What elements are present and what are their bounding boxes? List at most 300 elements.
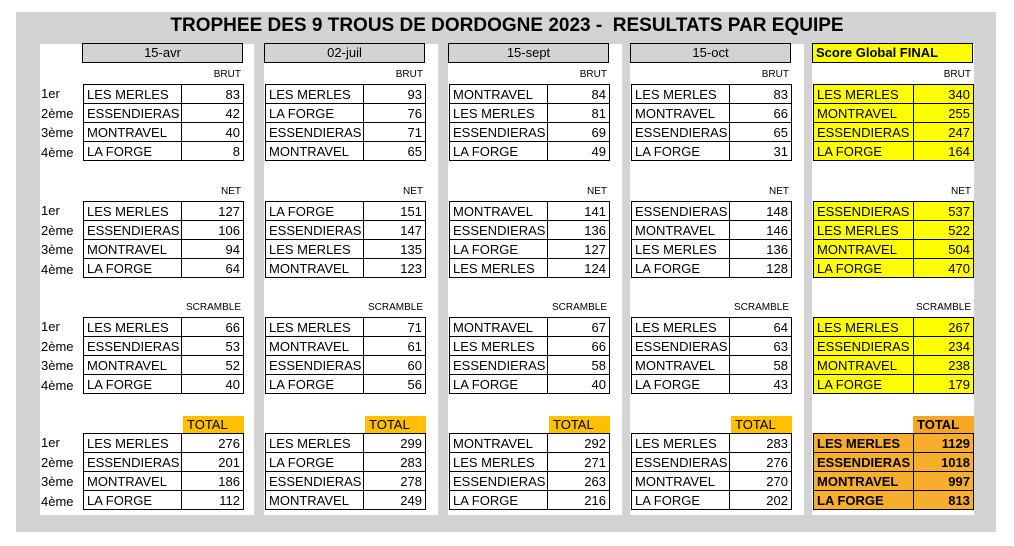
team-name: LES MERLES — [450, 337, 548, 356]
team-name: LES MERLES — [266, 240, 364, 259]
team-name: ESSENDIERAS — [450, 356, 548, 375]
team-score: 299 — [364, 434, 426, 453]
table-row — [84, 318, 244, 337]
net-label: NET — [587, 186, 607, 197]
team-score: 93 — [364, 85, 426, 104]
table-row — [84, 142, 244, 161]
table-row — [266, 337, 426, 356]
team-score: 522 — [914, 221, 974, 240]
team-name: ESSENDIERAS — [814, 337, 914, 356]
table-row — [84, 259, 244, 278]
team-score: 66 — [730, 104, 792, 123]
table-row — [632, 104, 792, 123]
team-score: 127 — [548, 240, 610, 259]
team-score: 84 — [548, 85, 610, 104]
net-results-table — [631, 201, 792, 278]
table-row — [632, 202, 792, 221]
team-score: 112 — [182, 491, 244, 510]
round-date-header: 15-oct — [630, 43, 791, 63]
team-score: 292 — [548, 434, 610, 453]
table-row — [84, 356, 244, 375]
team-name: LA FORGE — [632, 259, 730, 278]
scramble-results-table — [813, 317, 974, 394]
team-score: 186 — [182, 472, 244, 491]
team-name: ESSENDIERAS — [814, 453, 914, 472]
team-name: LES MERLES — [266, 434, 364, 453]
team-score: 64 — [730, 318, 792, 337]
team-name: LES MERLES — [814, 434, 914, 453]
team-name: MONTRAVEL — [632, 221, 730, 240]
team-name: MONTRAVEL — [632, 104, 730, 123]
table-row — [450, 453, 610, 472]
team-name: MONTRAVEL — [266, 337, 364, 356]
table-row — [450, 142, 610, 161]
table-row — [84, 453, 244, 472]
table-row — [266, 123, 426, 142]
table-row — [632, 142, 792, 161]
table-row — [266, 491, 426, 510]
team-name: LES MERLES — [814, 85, 914, 104]
net-label: NET — [951, 186, 971, 197]
team-score: 53 — [182, 337, 244, 356]
table-row — [814, 259, 974, 278]
table-row — [814, 142, 974, 161]
team-score: 276 — [730, 453, 792, 472]
team-score: 537 — [914, 202, 974, 221]
team-score: 263 — [548, 472, 610, 491]
team-score: 43 — [730, 375, 792, 394]
table-row — [632, 337, 792, 356]
total-results-table — [631, 433, 792, 510]
team-name: MONTRAVEL — [814, 472, 914, 491]
table-row — [84, 104, 244, 123]
total-results-table — [83, 433, 244, 510]
rank-label: 2ème — [41, 454, 74, 470]
team-name: ESSENDIERAS — [266, 356, 364, 375]
rank-label: 3ème — [41, 125, 74, 140]
team-name: MONTRAVEL — [450, 434, 548, 453]
net-label: NET — [403, 186, 423, 197]
team-name: LA FORGE — [450, 240, 548, 259]
team-score: 997 — [914, 472, 974, 491]
table-row — [450, 104, 610, 123]
team-score: 238 — [914, 356, 974, 375]
brut-results-table — [265, 84, 426, 161]
rank-label: 4ème — [41, 493, 74, 509]
team-score: 61 — [364, 337, 426, 356]
team-name: MONTRAVEL — [84, 356, 182, 375]
team-name: MONTRAVEL — [450, 202, 548, 221]
team-name: ESSENDIERAS — [266, 472, 364, 491]
team-name: LA FORGE — [266, 202, 364, 221]
table-row — [266, 202, 426, 221]
team-score: 31 — [730, 142, 792, 161]
table-row — [814, 123, 974, 142]
team-name: LA FORGE — [266, 453, 364, 472]
team-name: MONTRAVEL — [814, 240, 914, 259]
final-score-header: Score Global FINAL — [812, 43, 973, 63]
rank-label: 2ème — [41, 338, 74, 354]
team-score: 49 — [548, 142, 610, 161]
team-score: 504 — [914, 240, 974, 259]
team-score: 247 — [914, 123, 974, 142]
table-row — [450, 337, 610, 356]
team-name: ESSENDIERAS — [84, 337, 182, 356]
team-score: 40 — [548, 375, 610, 394]
table-row — [632, 240, 792, 259]
team-name: LA FORGE — [814, 375, 914, 394]
team-score: 135 — [364, 240, 426, 259]
total-results-table — [449, 433, 610, 510]
team-name: ESSENDIERAS — [632, 202, 730, 221]
team-name: LA FORGE — [266, 104, 364, 123]
team-name: ESSENDIERAS — [632, 337, 730, 356]
team-name: MONTRAVEL — [84, 123, 182, 142]
table-row — [632, 375, 792, 394]
total-label: TOTAL — [913, 416, 974, 433]
team-name: LA FORGE — [84, 142, 182, 161]
team-score: 201 — [182, 453, 244, 472]
table-row — [814, 453, 974, 472]
total-label: TOTAL — [183, 416, 244, 433]
scramble-results-table — [83, 317, 244, 394]
team-score: 141 — [548, 202, 610, 221]
team-score: 267 — [914, 318, 974, 337]
team-name: ESSENDIERAS — [814, 202, 914, 221]
table-row — [814, 491, 974, 510]
rank-label: 1er — [41, 435, 60, 450]
team-score: 127 — [182, 202, 244, 221]
team-score: 8 — [182, 142, 244, 161]
team-name: LES MERLES — [84, 318, 182, 337]
table-row — [84, 375, 244, 394]
team-score: 179 — [914, 375, 974, 394]
team-name: LES MERLES — [450, 104, 548, 123]
table-row — [266, 356, 426, 375]
table-row — [266, 85, 426, 104]
team-name: LES MERLES — [84, 434, 182, 453]
rank-label: 1er — [41, 203, 60, 218]
table-row — [632, 123, 792, 142]
team-score: 147 — [364, 221, 426, 240]
table-row — [266, 259, 426, 278]
table-row — [84, 434, 244, 453]
table-row — [450, 85, 610, 104]
total-label: TOTAL — [549, 416, 610, 433]
team-name: ESSENDIERAS — [84, 453, 182, 472]
table-row — [632, 318, 792, 337]
team-name: ESSENDIERAS — [450, 221, 548, 240]
net-label: NET — [769, 186, 789, 197]
team-name: MONTRAVEL — [84, 240, 182, 259]
table-row — [84, 202, 244, 221]
team-score: 1018 — [914, 453, 974, 472]
team-score: 106 — [182, 221, 244, 240]
table-row — [632, 259, 792, 278]
team-name: MONTRAVEL — [266, 259, 364, 278]
team-score: 40 — [182, 123, 244, 142]
rank-label: 4ème — [41, 261, 74, 277]
team-score: 65 — [364, 142, 426, 161]
team-score: 123 — [364, 259, 426, 278]
team-score: 470 — [914, 259, 974, 278]
round-date-header: 15-sept — [448, 43, 609, 63]
team-score: 66 — [548, 337, 610, 356]
team-name: MONTRAVEL — [814, 104, 914, 123]
table-row — [814, 104, 974, 123]
team-name: LES MERLES — [450, 259, 548, 278]
table-row — [814, 434, 974, 453]
net-results-table — [449, 201, 610, 278]
rank-label: 1er — [41, 86, 60, 101]
team-score: 58 — [548, 356, 610, 375]
brut-label: BRUT — [761, 69, 789, 80]
rank-label: 2ème — [41, 222, 74, 238]
table-row — [84, 472, 244, 491]
team-score: 76 — [364, 104, 426, 123]
table-row — [814, 221, 974, 240]
table-row — [814, 85, 974, 104]
brut-label: BRUT — [943, 69, 971, 80]
team-score: 151 — [364, 202, 426, 221]
brut-label: BRUT — [579, 69, 607, 80]
scramble-label: SCRAMBLE — [367, 302, 423, 313]
team-name: MONTRAVEL — [814, 356, 914, 375]
team-name: MONTRAVEL — [266, 491, 364, 510]
table-row — [266, 434, 426, 453]
scramble-results-table — [449, 317, 610, 394]
team-name: LA FORGE — [814, 259, 914, 278]
table-row — [632, 453, 792, 472]
table-row — [84, 240, 244, 259]
table-row — [632, 434, 792, 453]
table-row — [450, 434, 610, 453]
team-name: MONTRAVEL — [266, 142, 364, 161]
total-results-table — [265, 433, 426, 510]
team-name: LA FORGE — [266, 375, 364, 394]
team-score: 42 — [182, 104, 244, 123]
team-name: LA FORGE — [84, 375, 182, 394]
team-name: LES MERLES — [84, 85, 182, 104]
team-name: LES MERLES — [266, 85, 364, 104]
team-score: 64 — [182, 259, 244, 278]
team-name: ESSENDIERAS — [266, 221, 364, 240]
table-row — [450, 375, 610, 394]
net-label: NET — [221, 186, 241, 197]
table-row — [632, 221, 792, 240]
team-score: 216 — [548, 491, 610, 510]
team-name: LA FORGE — [450, 375, 548, 394]
team-score: 283 — [730, 434, 792, 453]
team-score: 234 — [914, 337, 974, 356]
table-row — [84, 491, 244, 510]
team-name: LA FORGE — [632, 375, 730, 394]
team-name: LES MERLES — [632, 434, 730, 453]
brut-results-table — [83, 84, 244, 161]
table-row — [266, 472, 426, 491]
team-score: 71 — [364, 123, 426, 142]
team-score: 63 — [730, 337, 792, 356]
team-name: LES MERLES — [814, 318, 914, 337]
team-score: 270 — [730, 472, 792, 491]
team-name: ESSENDIERAS — [266, 123, 364, 142]
team-name: MONTRAVEL — [632, 472, 730, 491]
team-score: 65 — [730, 123, 792, 142]
table-row — [450, 123, 610, 142]
team-score: 124 — [548, 259, 610, 278]
team-score: 94 — [182, 240, 244, 259]
team-name: LA FORGE — [632, 142, 730, 161]
table-row — [450, 356, 610, 375]
team-name: ESSENDIERAS — [84, 104, 182, 123]
net-results-table — [83, 201, 244, 278]
team-score: 164 — [914, 142, 974, 161]
team-name: ESSENDIERAS — [450, 123, 548, 142]
team-name: LES MERLES — [450, 453, 548, 472]
team-score: 283 — [364, 453, 426, 472]
team-name: LA FORGE — [814, 142, 914, 161]
table-row — [84, 123, 244, 142]
rank-label: 2ème — [41, 105, 74, 121]
rank-label: 3ème — [41, 242, 74, 257]
team-score: 202 — [730, 491, 792, 510]
team-name: LA FORGE — [84, 491, 182, 510]
table-row — [632, 85, 792, 104]
scramble-label: SCRAMBLE — [733, 302, 789, 313]
team-score: 67 — [548, 318, 610, 337]
team-score: 271 — [548, 453, 610, 472]
team-name: MONTRAVEL — [632, 356, 730, 375]
team-name: ESSENDIERAS — [632, 123, 730, 142]
team-name: LA FORGE — [84, 259, 182, 278]
table-row — [450, 491, 610, 510]
total-label: TOTAL — [731, 416, 792, 433]
team-score: 136 — [548, 221, 610, 240]
table-row — [450, 472, 610, 491]
brut-results-table — [813, 84, 974, 161]
team-score: 136 — [730, 240, 792, 259]
team-name: MONTRAVEL — [450, 318, 548, 337]
table-row — [814, 356, 974, 375]
team-score: 249 — [364, 491, 426, 510]
rank-label: 3ème — [41, 474, 74, 489]
team-score: 276 — [182, 434, 244, 453]
table-row — [266, 104, 426, 123]
team-name: ESSENDIERAS — [632, 453, 730, 472]
table-row — [84, 221, 244, 240]
team-name: LA FORGE — [450, 491, 548, 510]
scramble-label: SCRAMBLE — [915, 302, 971, 313]
team-score: 255 — [914, 104, 974, 123]
table-row — [814, 240, 974, 259]
team-name: ESSENDIERAS — [84, 221, 182, 240]
team-name: LES MERLES — [266, 318, 364, 337]
team-name: LES MERLES — [632, 318, 730, 337]
rank-label: 1er — [41, 319, 60, 334]
team-name: LES MERLES — [84, 202, 182, 221]
scramble-label: SCRAMBLE — [185, 302, 241, 313]
brut-results-table — [631, 84, 792, 161]
brut-label: BRUT — [395, 69, 423, 80]
rank-label: 4ème — [41, 144, 74, 160]
total-results-table — [813, 433, 974, 510]
rank-label: 3ème — [41, 358, 74, 373]
round-date-header: 15-avr — [82, 43, 243, 63]
team-name: LES MERLES — [632, 85, 730, 104]
rank-label: 4ème — [41, 377, 74, 393]
team-name: ESSENDIERAS — [450, 472, 548, 491]
scramble-label: SCRAMBLE — [551, 302, 607, 313]
brut-label: BRUT — [213, 69, 241, 80]
team-score: 83 — [182, 85, 244, 104]
team-name: MONTRAVEL — [84, 472, 182, 491]
team-name: LES MERLES — [632, 240, 730, 259]
table-row — [450, 221, 610, 240]
table-row — [266, 375, 426, 394]
brut-results-table — [449, 84, 610, 161]
net-results-table — [813, 201, 974, 278]
team-score: 1129 — [914, 434, 974, 453]
team-score: 52 — [182, 356, 244, 375]
scramble-results-table — [265, 317, 426, 394]
table-row — [84, 85, 244, 104]
team-score: 81 — [548, 104, 610, 123]
team-score: 278 — [364, 472, 426, 491]
team-name: LA FORGE — [814, 491, 914, 510]
team-score: 60 — [364, 356, 426, 375]
team-score: 58 — [730, 356, 792, 375]
team-score: 69 — [548, 123, 610, 142]
team-name: LA FORGE — [450, 142, 548, 161]
table-row — [266, 453, 426, 472]
team-score: 56 — [364, 375, 426, 394]
table-row — [450, 259, 610, 278]
team-score: 340 — [914, 85, 974, 104]
table-row — [814, 202, 974, 221]
team-name: ESSENDIERAS — [814, 123, 914, 142]
table-row — [814, 337, 974, 356]
table-row — [814, 318, 974, 337]
table-row — [450, 240, 610, 259]
table-row — [450, 318, 610, 337]
team-score: 40 — [182, 375, 244, 394]
table-row — [814, 472, 974, 491]
table-row — [632, 356, 792, 375]
team-score: 128 — [730, 259, 792, 278]
team-name: LES MERLES — [814, 221, 914, 240]
team-score: 71 — [364, 318, 426, 337]
table-row — [266, 318, 426, 337]
scramble-results-table — [631, 317, 792, 394]
table-row — [450, 202, 610, 221]
table-row — [814, 375, 974, 394]
table-row — [266, 142, 426, 161]
total-label: TOTAL — [365, 416, 426, 433]
table-row — [632, 491, 792, 510]
team-name: LA FORGE — [632, 491, 730, 510]
table-row — [632, 472, 792, 491]
team-score: 66 — [182, 318, 244, 337]
team-score: 146 — [730, 221, 792, 240]
team-score: 148 — [730, 202, 792, 221]
round-date-header: 02-juil — [264, 43, 425, 63]
table-row — [266, 240, 426, 259]
team-score: 813 — [914, 491, 974, 510]
page-title: TROPHEE DES 9 TROUS DE DORDOGNE 2023 - RESULTATS PAR EQUIPE — [170, 15, 844, 36]
table-row — [266, 221, 426, 240]
table-row — [84, 337, 244, 356]
team-score: 83 — [730, 85, 792, 104]
